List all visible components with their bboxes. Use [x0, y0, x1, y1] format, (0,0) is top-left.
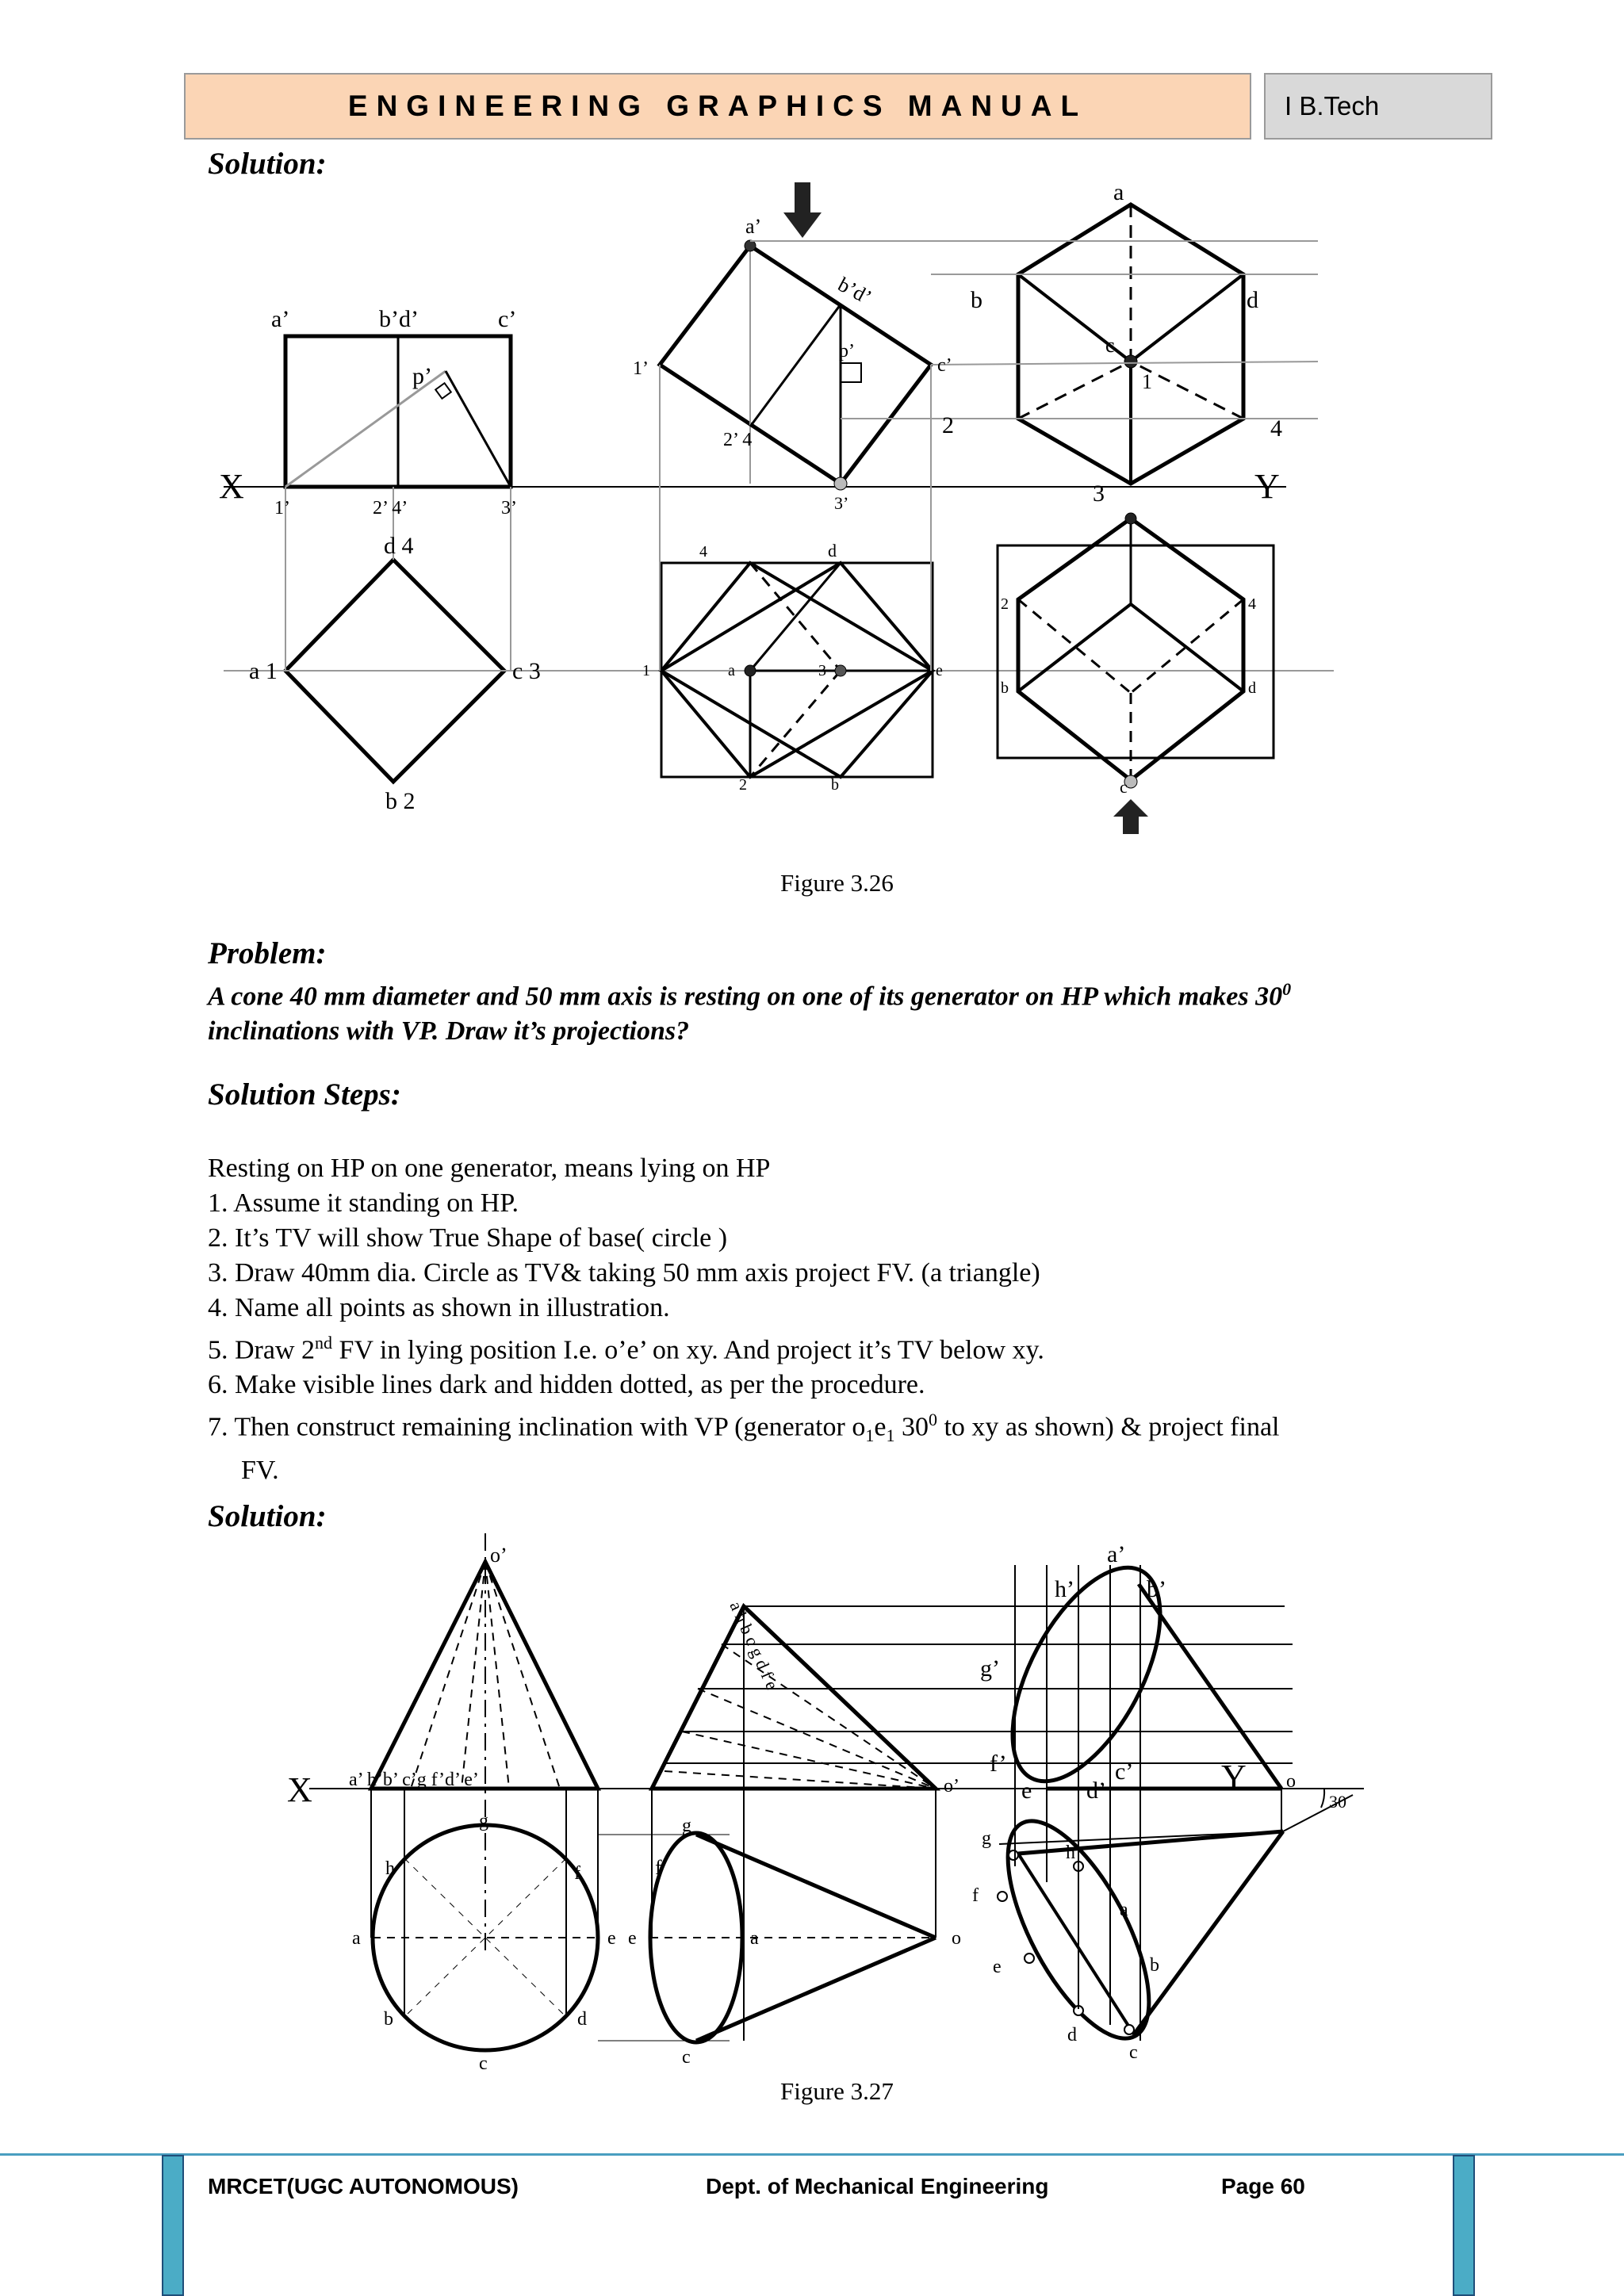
fig1-n1p-label: 1 — [1142, 370, 1152, 393]
step-7-d: to xy as shown) & project final — [936, 1412, 1280, 1442]
fig1-n24-label: 2’ 4’ — [373, 498, 408, 519]
step-4: 4. Name all points as shown in illustration. — [208, 1293, 670, 1322]
fig1-n1-label: 1’ — [274, 498, 290, 519]
fig1-a1p-label: a — [1113, 181, 1124, 205]
step-5 — [208, 1326, 1445, 1368]
solution-steps-block — [208, 1151, 1445, 1488]
step-1: 1. Assume it standing on HP. — [208, 1188, 519, 1218]
fig2-c-label: c — [479, 2053, 488, 2072]
fig1-n3-label: 3’ — [501, 498, 517, 519]
step-7-sup: 0 — [928, 1410, 937, 1430]
fig2-f1-final-label: f — [972, 1885, 979, 1906]
fig1-n2p-label: 2 — [942, 412, 954, 438]
problem-degree-sup: 0 — [1282, 979, 1292, 999]
fig1-e1t-label: e — [936, 662, 943, 679]
fig2-h-label: h — [385, 1858, 395, 1879]
fig2-g-label: g — [479, 1811, 488, 1831]
fig2-angle-label: 30 — [1329, 1792, 1346, 1812]
fig1-p-label: p’ — [412, 363, 432, 389]
fig2-a1-final-label: a — [1120, 1900, 1128, 1920]
step-5-b: FV in lying position I.e. o’e’ on xy. And project it’s TV below xy. — [332, 1335, 1044, 1365]
fig1-bd-label: b’d’ — [379, 306, 419, 332]
fig2-o-lying-label: o’ — [944, 1776, 959, 1797]
step-7 — [208, 1402, 1445, 1453]
fig1-a1-label: a 1 — [249, 658, 278, 684]
fig1-c1t3-label: c — [1120, 777, 1128, 797]
fig1-n24b-label: 2’ 4 — [723, 430, 753, 450]
fig2-e1-final-label: e — [993, 1957, 1002, 1977]
solution-steps-heading: Solution Steps: — [208, 1077, 401, 1112]
fig1-n2t3-label: 2 — [1001, 595, 1009, 613]
fig2-g-final-label: g’ — [980, 1655, 1000, 1682]
fig2-a1-label: a — [750, 1928, 759, 1949]
step-3: 3. Draw 40mm dia. Circle as TV& taking 50 mm axis project FV. (a triangle) — [208, 1258, 1040, 1288]
figure-3-26-drawing — [208, 181, 1365, 839]
footer-page-number: Page 60 — [1221, 2174, 1305, 2198]
fig2-e-final-label: e — [1021, 1777, 1032, 1804]
figure-3-27-caption: Figure 3.27 — [780, 2077, 894, 2105]
fig1-b1p-label: b — [971, 287, 982, 313]
fig1-n1b-label: 1’ — [633, 358, 649, 379]
fig2-e1-label: e — [628, 1928, 637, 1949]
fig2-d-final-label: d’ — [1086, 1777, 1106, 1804]
fig2-o-label: o’ — [490, 1544, 508, 1567]
manual-title: ENGINEERING GRAPHICS MANUAL — [184, 73, 1251, 140]
fig1-n3p-label: 3 — [1093, 480, 1105, 507]
figure-3-27-drawing — [285, 1533, 1380, 2072]
fig2-g1-final-label: g — [982, 1828, 991, 1849]
fig1-a2-label: a’ — [745, 215, 762, 238]
fig1-n4t3-label: 4 — [1248, 595, 1256, 613]
fig1-d1p-label: d — [1247, 287, 1258, 313]
fig1-a-label: a’ — [271, 306, 290, 332]
step-7-b: e — [874, 1412, 887, 1442]
footer-department: Dept. of Mechanical Engineering — [706, 2174, 1049, 2198]
fig1-d1t3-label: d — [1248, 679, 1256, 697]
fig2-c-final-label: c’ — [1115, 1758, 1134, 1785]
footer-divider — [0, 2153, 1624, 2156]
fig2-c1-final-label: c — [1129, 2042, 1138, 2063]
solution-heading-2: Solution: — [208, 1499, 327, 1533]
footer-institution: MRCET(UGC AUTONOMOUS) — [208, 2174, 519, 2198]
fig2-b-final-label: b’ — [1147, 1576, 1166, 1602]
fig1-c-label: c’ — [498, 306, 517, 332]
steps-list — [208, 1186, 1445, 1488]
steps-intro: Resting on HP on one generator, means lying on HP — [208, 1154, 771, 1183]
step-7-a: 7. Then construct remaining inclination with VP (generator o — [208, 1412, 866, 1442]
step-7-c: 30 — [894, 1412, 929, 1442]
step-5-sup: nd — [315, 1333, 333, 1353]
fig2-y-label: Y — [1221, 1758, 1247, 1797]
fig1-n3t-label: 3 — [818, 662, 826, 679]
fig2-o1-final-label: o — [1286, 1771, 1296, 1792]
fig1-c3-label: c 3 — [512, 658, 541, 684]
fig2-c1-label: c — [682, 2047, 691, 2068]
fig2-x-label: X — [287, 1770, 312, 1809]
fig1-p2-label: p’ — [839, 341, 855, 362]
solution-heading-1: Solution: — [208, 147, 327, 181]
fig1-y-label: Y — [1254, 467, 1280, 506]
fig2-h1-final-label: h — [1066, 1843, 1075, 1863]
fig1-a1t-label: a — [728, 662, 735, 679]
fig1-n1t-label: 1 — [642, 662, 650, 679]
fig2-a-label: a — [352, 1928, 361, 1949]
step-6: 6. Make visible lines dark and hidden dotted, as per the procedure. — [208, 1370, 925, 1400]
fig1-b1t3-label: b — [1001, 679, 1009, 697]
fig1-n3b-label: 3’ — [834, 493, 849, 513]
problem-text-line1: A cone 40 mm diameter and 50 mm axis is resting on one of its generator on HP which makes 30 — [208, 982, 1283, 1012]
fig2-d-label: d — [577, 2009, 587, 2030]
problem-text-line2: inclinations with VP. Draw it’s projections? — [208, 1016, 690, 1047]
fig2-f-label: f — [574, 1863, 580, 1884]
fig1-n4t-label: 4 — [699, 543, 707, 561]
fig1-b1t-label: b — [831, 776, 839, 794]
fig2-f1-label: f — [655, 1856, 662, 1879]
fig1-c1p-label: c — [1105, 334, 1115, 357]
fig2-b1-final-label: b — [1150, 1955, 1159, 1976]
fig2-b-label: b — [384, 2009, 393, 2030]
fig1-n2t-label: 2 — [739, 776, 747, 794]
step-7-sub1: 1 — [865, 1425, 875, 1446]
fig1-n4p-label: 4 — [1270, 415, 1282, 442]
footer-right-bar — [1453, 2155, 1475, 2296]
fig1-b2-label: b 2 — [385, 788, 416, 814]
footer-left-bar — [162, 2155, 184, 2296]
fig2-h-final-label: h’ — [1055, 1576, 1074, 1602]
fig1-c2-label: c’ — [937, 355, 952, 376]
step-2: 2. It’s TV will show True Shape of base( circle ) — [208, 1223, 728, 1253]
fig2-a-final-label: a’ — [1107, 1541, 1126, 1567]
fig2-row-label: a’ h’b’ c’g f’d’ e’ — [349, 1770, 479, 1790]
fig1-d1t-label: d — [828, 541, 837, 561]
fig1-bd2-label: b’d’ — [834, 272, 875, 309]
fig2-lying-side-label: a h b c g d f e — [726, 1598, 783, 1693]
fig1-d4-label: d 4 — [384, 533, 414, 559]
problem-heading: Problem: — [208, 936, 327, 970]
step-5-a: 5. Draw 2 — [208, 1335, 316, 1365]
fig2-f-final-label: f’ — [990, 1751, 1007, 1777]
step-7-sub2: 1 — [886, 1425, 895, 1446]
fig1-x-label: X — [219, 467, 244, 506]
figure-3-26-caption: Figure 3.26 — [780, 869, 894, 897]
problem-statement — [208, 972, 1445, 1049]
fig2-g1-label: g — [682, 1816, 691, 1836]
fig2-e-label: e — [607, 1928, 616, 1949]
course-tag: I B.Tech — [1264, 73, 1492, 140]
fig2-d1-final-label: d — [1067, 2025, 1077, 2045]
step-7-cont: FV. — [241, 1456, 279, 1486]
fig2-o1-label: o — [952, 1928, 961, 1949]
